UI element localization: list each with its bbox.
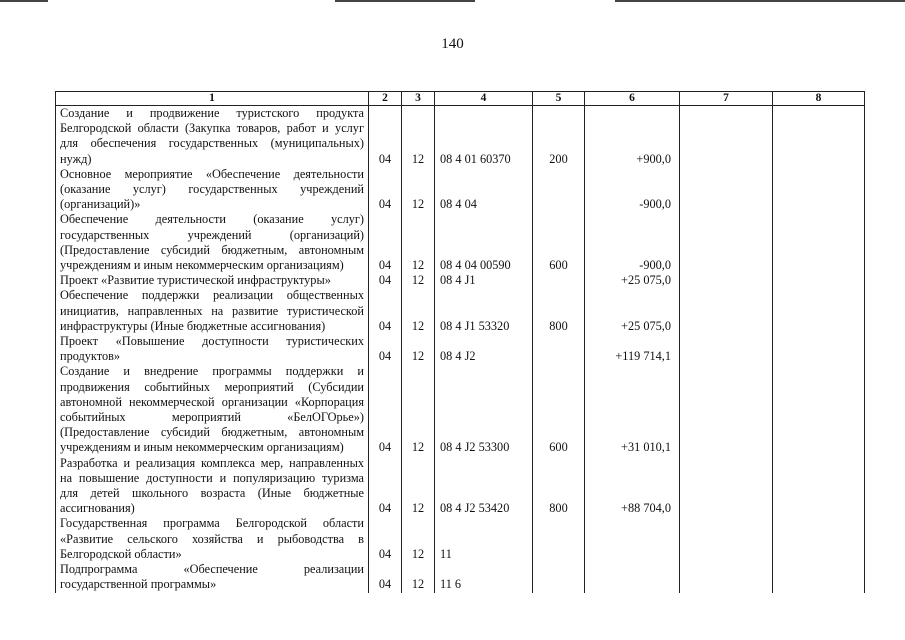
column-header-8: 8	[773, 92, 865, 106]
target-article-code: 08 4 01 60370	[435, 106, 533, 167]
top-rule-left	[0, 0, 48, 2]
column-8-value	[773, 106, 865, 167]
expense-type-code	[533, 516, 585, 562]
amount-change: +119 714,1	[585, 334, 680, 364]
column-8-value	[773, 456, 865, 517]
column-8-value	[773, 212, 865, 273]
top-rule-middle	[335, 0, 475, 2]
column-8-value	[773, 273, 865, 288]
amount-change	[585, 562, 680, 592]
table-row	[56, 516, 865, 562]
column-header-7: 7	[680, 92, 773, 106]
row-name: Проект «Повышение доступности туристических продуктов»	[56, 334, 369, 364]
table-row	[56, 273, 865, 288]
table-body	[56, 106, 865, 593]
section-code: 04	[369, 288, 402, 334]
column-7-value	[680, 364, 773, 455]
table-row	[56, 167, 865, 213]
target-article-code: 08 4 J2 53420	[435, 456, 533, 517]
amount-change: -900,0	[585, 212, 680, 273]
subsection-code: 12	[402, 288, 435, 334]
target-article-code: 08 4 J2 53300	[435, 364, 533, 455]
section-code: 04	[369, 364, 402, 455]
table-row	[56, 456, 865, 517]
expense-type-code	[533, 273, 585, 288]
column-header-4: 4	[435, 92, 533, 106]
column-header-1: 1	[56, 92, 369, 106]
column-7-value	[680, 334, 773, 364]
target-article-code: 11	[435, 516, 533, 562]
subsection-code: 12	[402, 364, 435, 455]
expense-type-code	[533, 167, 585, 213]
column-header-3: 3	[402, 92, 435, 106]
column-7-value	[680, 273, 773, 288]
column-header-5: 5	[533, 92, 585, 106]
table-row	[56, 106, 865, 167]
amount-change: +31 010,1	[585, 364, 680, 455]
row-name: Подпрограмма «Обеспечение реализации государственной программы»	[56, 562, 369, 592]
table-row	[56, 364, 865, 455]
amount-change: +25 075,0	[585, 288, 680, 334]
table-row	[56, 212, 865, 273]
row-name: Основное мероприятие «Обеспечение деятельности (оказание услуг) государственных учреждений (организаций)»	[56, 167, 369, 213]
column-7-value	[680, 212, 773, 273]
table-row	[56, 562, 865, 592]
column-8-value	[773, 562, 865, 592]
column-7-value	[680, 288, 773, 334]
target-article-code: 08 4 04	[435, 167, 533, 213]
column-8-value	[773, 167, 865, 213]
expense-type-code: 600	[533, 364, 585, 455]
amount-change: +25 075,0	[585, 273, 680, 288]
target-article-code: 11 6	[435, 562, 533, 592]
section-code: 04	[369, 273, 402, 288]
top-rule-right	[615, 0, 905, 2]
subsection-code: 12	[402, 212, 435, 273]
row-name: Обеспечение поддержки реализации общественных инициатив, направленных на развитие туристической инфраструктуры (Иные бюджетные ассигнования)	[56, 288, 369, 334]
target-article-code: 08 4 J1	[435, 273, 533, 288]
section-code: 04	[369, 562, 402, 592]
expense-type-code: 600	[533, 212, 585, 273]
column-8-value	[773, 334, 865, 364]
table-row	[56, 288, 865, 334]
column-header-2: 2	[369, 92, 402, 106]
row-name: Создание и внедрение программы поддержки и продвижения событийных мероприятий (Субсидии автономной некоммерческой организации «Корпорация событийных мероприятий «БелОГОрье») (Предоставление субсидий бюджетным, автономным учреждениям и иным некоммерческим организациям)	[56, 364, 369, 455]
section-code: 04	[369, 106, 402, 167]
expense-type-code	[533, 334, 585, 364]
page-number: 140	[441, 36, 464, 52]
column-7-value	[680, 106, 773, 167]
table-header-row	[56, 92, 865, 106]
target-article-code: 08 4 04 00590	[435, 212, 533, 273]
section-code: 04	[369, 167, 402, 213]
amount-change	[585, 516, 680, 562]
column-7-value	[680, 456, 773, 517]
budget-table	[55, 91, 865, 593]
row-name: Государственная программа Белгородской области «Развитие сельского хозяйства и рыбоводства в Белгородской области»	[56, 516, 369, 562]
subsection-code: 12	[402, 562, 435, 592]
column-7-value	[680, 516, 773, 562]
subsection-code: 12	[402, 334, 435, 364]
row-name: Обеспечение деятельности (оказание услуг) государственных учреждений (организаций) (Предоставление субсидий бюджетным, автономным учреждениям и иным некоммерческим организациям)	[56, 212, 369, 273]
target-article-code: 08 4 J1 53320	[435, 288, 533, 334]
section-code: 04	[369, 516, 402, 562]
expense-type-code	[533, 562, 585, 592]
column-8-value	[773, 516, 865, 562]
amount-change: -900,0	[585, 167, 680, 213]
column-8-value	[773, 364, 865, 455]
column-7-value	[680, 167, 773, 213]
row-name: Разработка и реализация комплекса мер, направленных на повышение доступности и популяризацию туризма для детей школьного возраста (Иные бюджетные ассигнования)	[56, 456, 369, 517]
subsection-code: 12	[402, 167, 435, 213]
column-7-value	[680, 562, 773, 592]
subsection-code: 12	[402, 273, 435, 288]
expense-type-code: 800	[533, 456, 585, 517]
column-header-6: 6	[585, 92, 680, 106]
target-article-code: 08 4 J2	[435, 334, 533, 364]
subsection-code: 12	[402, 106, 435, 167]
section-code: 04	[369, 334, 402, 364]
row-name: Проект «Развитие туристической инфраструктуры»	[56, 273, 369, 288]
section-code: 04	[369, 456, 402, 517]
section-code: 04	[369, 212, 402, 273]
amount-change: +900,0	[585, 106, 680, 167]
amount-change: +88 704,0	[585, 456, 680, 517]
subsection-code: 12	[402, 456, 435, 517]
expense-type-code: 200	[533, 106, 585, 167]
column-8-value	[773, 288, 865, 334]
subsection-code: 12	[402, 516, 435, 562]
table-row	[56, 334, 865, 364]
row-name: Создание и продвижение туристского продукта Белгородской области (Закупка товаров, работ и услуг для обеспечения государственных (муниципальных) нужд)	[56, 106, 369, 167]
expense-type-code: 800	[533, 288, 585, 334]
